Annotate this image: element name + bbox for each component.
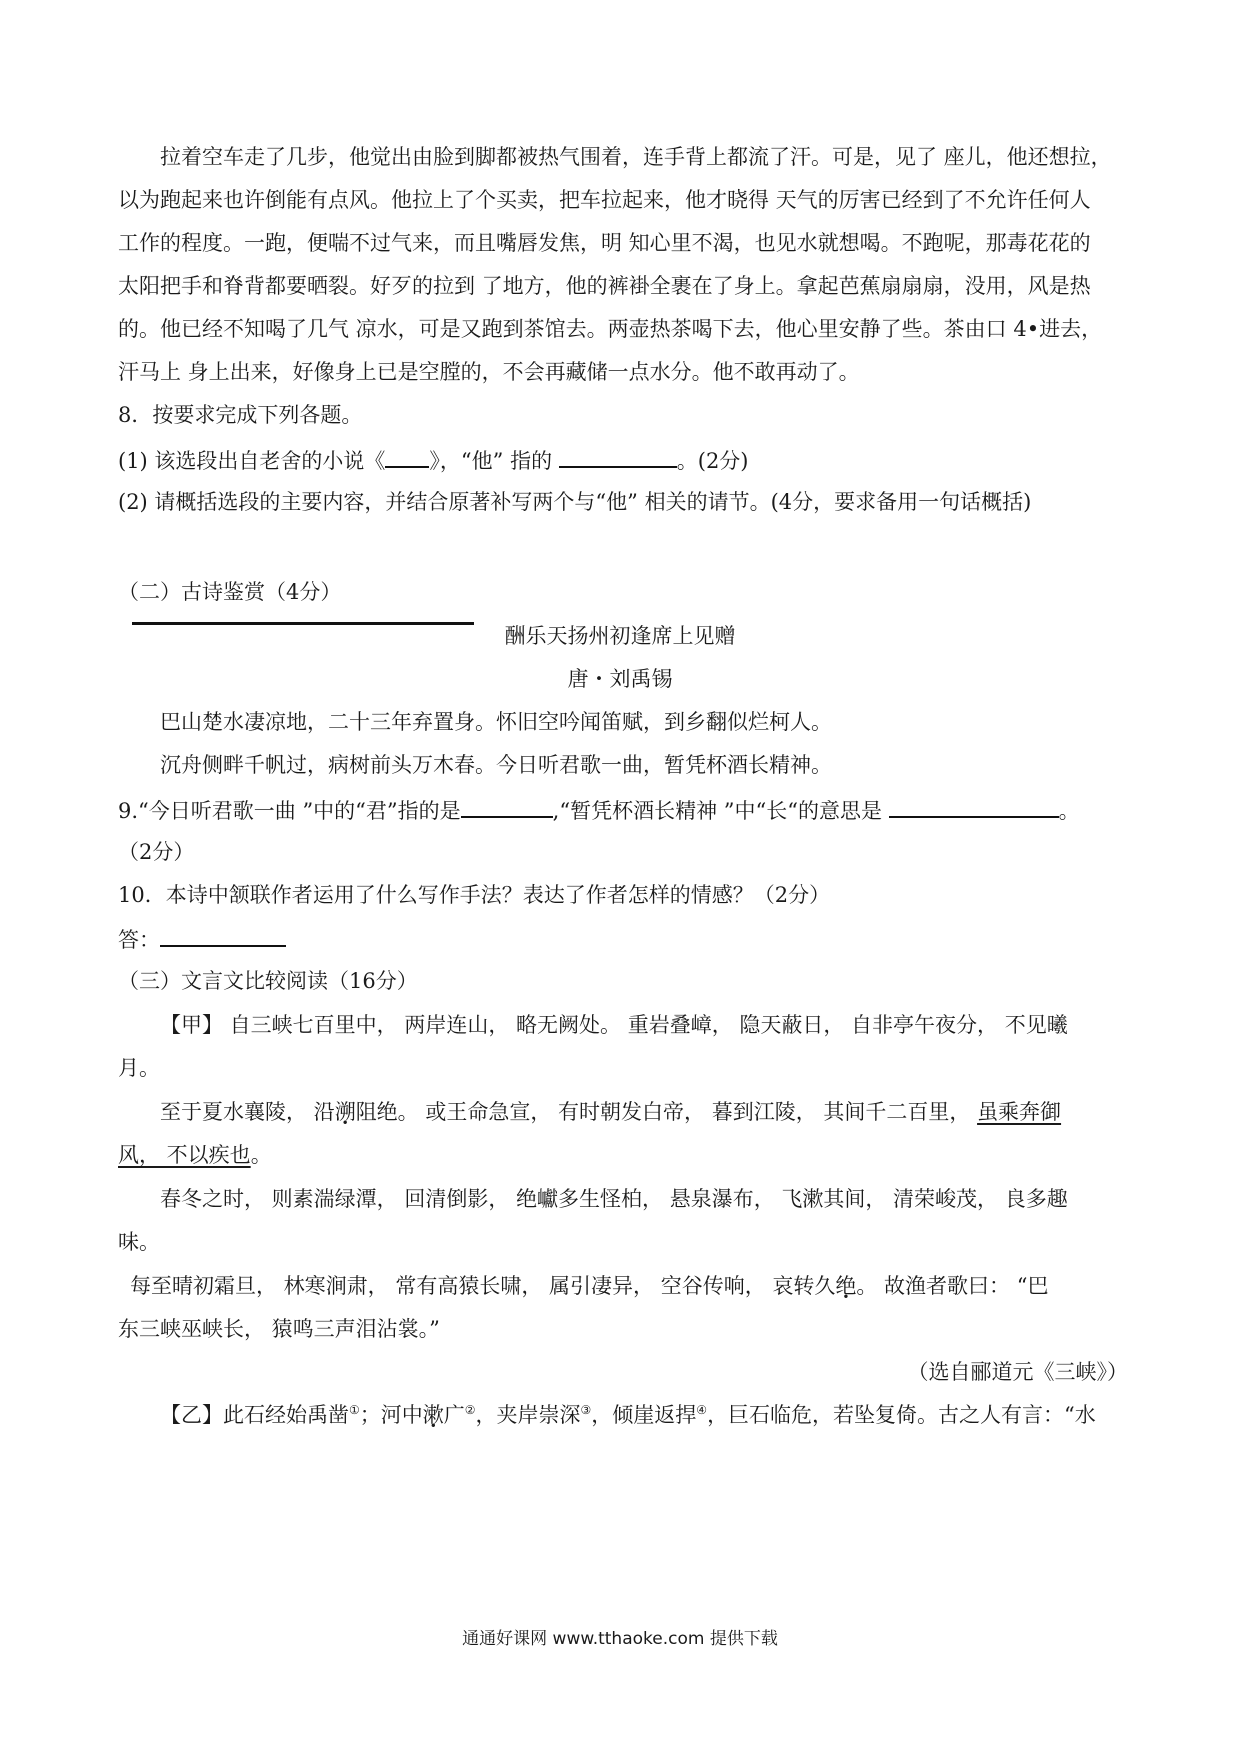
passage-line: 汗马上 身上出来，好像身上已是空膛的，不会再藏储一点水分。他不敢再动了。 <box>118 360 860 384</box>
jia-para4-text-b: 。 故渔者歌曰： “巴 <box>856 1274 1049 1298</box>
section3-header: （三）文言文比较阅读（16分） <box>118 969 418 993</box>
passage-line: 工作的程度。一跑，便喘不过气来，而且嘴唇发焦，明 知心里不渴，也见水就想喝。不跑呢，那毒花花的 <box>118 231 1091 255</box>
yi-text-a: 【乙】此石经始禹凿 <box>160 1403 349 1427</box>
answer-label: 答： <box>118 928 160 952</box>
jia-para4-cont: 东三峡巫峡长， 猿鸣三声泪沾裳。” <box>118 1317 440 1341</box>
jia-para2-text-b: 阻绝。 或王命急宣， 有时朝发白帝， 暮到江陵， 其间千二百里， <box>355 1100 978 1124</box>
q8-part1-text-a: (1) 该选段出自老舍的小说《 <box>118 449 386 473</box>
jun-refers-blank[interactable] <box>461 794 553 818</box>
jia-para2-text-a: 至于夏水襄陵， 沿 <box>160 1100 335 1124</box>
chang-meaning-blank[interactable] <box>889 794 1059 818</box>
footnote-mark: ③ <box>580 1403 592 1417</box>
passage-line: 以为跑起来也许倒能有点风。他拉上了个买卖，把车拉起来，他才晓得 天气的厉害已经到了不允许任何人 <box>118 188 1091 212</box>
q8-part2: (2) 请概括选段的主要内容，并结合原著补写两个与“他” 相关的请节。(4分，要求备用一句话概括) <box>118 490 1032 514</box>
q9-text-b: ,“暂凭杯酒长精神 ”中“长“的意思是 <box>552 799 889 823</box>
yi-text-d: ，夹岸崇深 <box>475 1403 581 1427</box>
q9-score: （2分） <box>118 840 195 864</box>
dotted-char: 溯 <box>334 1100 356 1124</box>
yi-text-e: ，倾崖返捍 <box>591 1403 697 1427</box>
passage-line: 太阳把手和脊背都要晒裂。好歹的拉到 了地方，他的裤褂全裹在了身上。拿起芭蕉扇扇扇，没用，风是热 <box>118 274 1091 298</box>
yi-text-f: ，巨石临危，若坠复倚。古之人有言：“水 <box>707 1403 1096 1427</box>
footnote-mark: ② <box>464 1403 476 1417</box>
jia-para2-end: 。 <box>250 1143 272 1167</box>
q9 <box>118 794 1128 826</box>
poem-author: 唐・刘禹锡 <box>567 667 673 691</box>
q8-part1 <box>118 444 1128 476</box>
jia-para4 <box>130 1271 1140 1301</box>
jia-line: 月。 <box>118 1056 160 1080</box>
poem-title: 酬乐天扬州初逢席上见赠 <box>504 624 736 648</box>
q9-text-c: 。 <box>1058 799 1080 823</box>
jia-para2 <box>160 1097 1128 1127</box>
dotted-char: 绝 <box>835 1274 857 1298</box>
passage-line: 的。他已经不知喝了几气 凉水，可是又跑到茶馆去。两壶热茶喝下去，他心里安静了些。茶由口 4•进去， <box>118 317 1103 341</box>
footnote-mark: ④ <box>696 1403 708 1417</box>
underlined-phrase: 风， 不以疾也 <box>118 1143 251 1167</box>
source-citation: （选自郦道元《三峡》） <box>907 1360 1128 1384</box>
jia-para4-text-a: 每至晴初霜旦， 林寒涧肃， 常有高猿长啸， 属引凄异， 空谷传响， 哀转久 <box>130 1274 836 1298</box>
novel-title-blank[interactable] <box>385 444 429 468</box>
q8-part1-text-b: 》，“他” 指的 <box>429 449 559 473</box>
dotted-char: 漱 <box>422 1403 444 1427</box>
jia-para3-cont: 味。 <box>118 1230 160 1254</box>
q8-title: 8．按要求完成下列各题。 <box>118 403 363 427</box>
q10: 10．本诗中颔联作者运用了什么写作手法？表达了作者怎样的情感？（2分） <box>118 883 831 907</box>
q9-text-a: 9.“今日听君歌一曲 ”中的“君”指的是 <box>118 799 461 823</box>
he-refers-blank[interactable] <box>559 444 677 468</box>
jia-line: 【甲】 自三峡七百里中， 两岸连山， 略无阙处。 重岩叠嶂， 隐天蔽日， 自非亭午夜分， 不见曦 <box>160 1013 1068 1037</box>
poem-line: 巴山楚水凄凉地，二十三年弃置身。怀旧空吟闻笛赋，到乡翻似烂柯人。 <box>160 710 832 734</box>
footnote-mark: ① <box>349 1403 360 1417</box>
page-footer: 通通好课网 www.tthaoke.com 提供下载 <box>462 1629 778 1649</box>
passage-line: 拉着空车走了几步，他觉出由脸到脚都被热气围着，连手背上都流了汗。可是，见了 座儿，他还想拉， <box>160 145 1112 169</box>
yi-text-b: ；河中 <box>359 1403 423 1427</box>
jia-para3: 春冬之时， 则素湍绿潭， 回清倒影， 绝巘多生怪柏， 悬泉瀑布， 飞漱其间， 清荣峻茂， 良多趣 <box>160 1187 1068 1211</box>
section2-header: （二）古诗鉴赏（4分） <box>118 580 342 604</box>
poem-line: 沉舟侧畔千帆过，病树前头万木春。今日听君歌一曲，暂凭杯酒长精神。 <box>160 753 832 777</box>
q10-answer-blank[interactable] <box>160 923 286 947</box>
underlined-phrase: 虽乘奔御 <box>977 1100 1062 1124</box>
q8-part1-text-c: 。(2分) <box>676 449 749 473</box>
yi-line <box>160 1400 1128 1430</box>
jia-para2-cont <box>118 1140 1128 1170</box>
q10-answer <box>118 923 1128 955</box>
yi-text-c: 广 <box>443 1403 465 1427</box>
